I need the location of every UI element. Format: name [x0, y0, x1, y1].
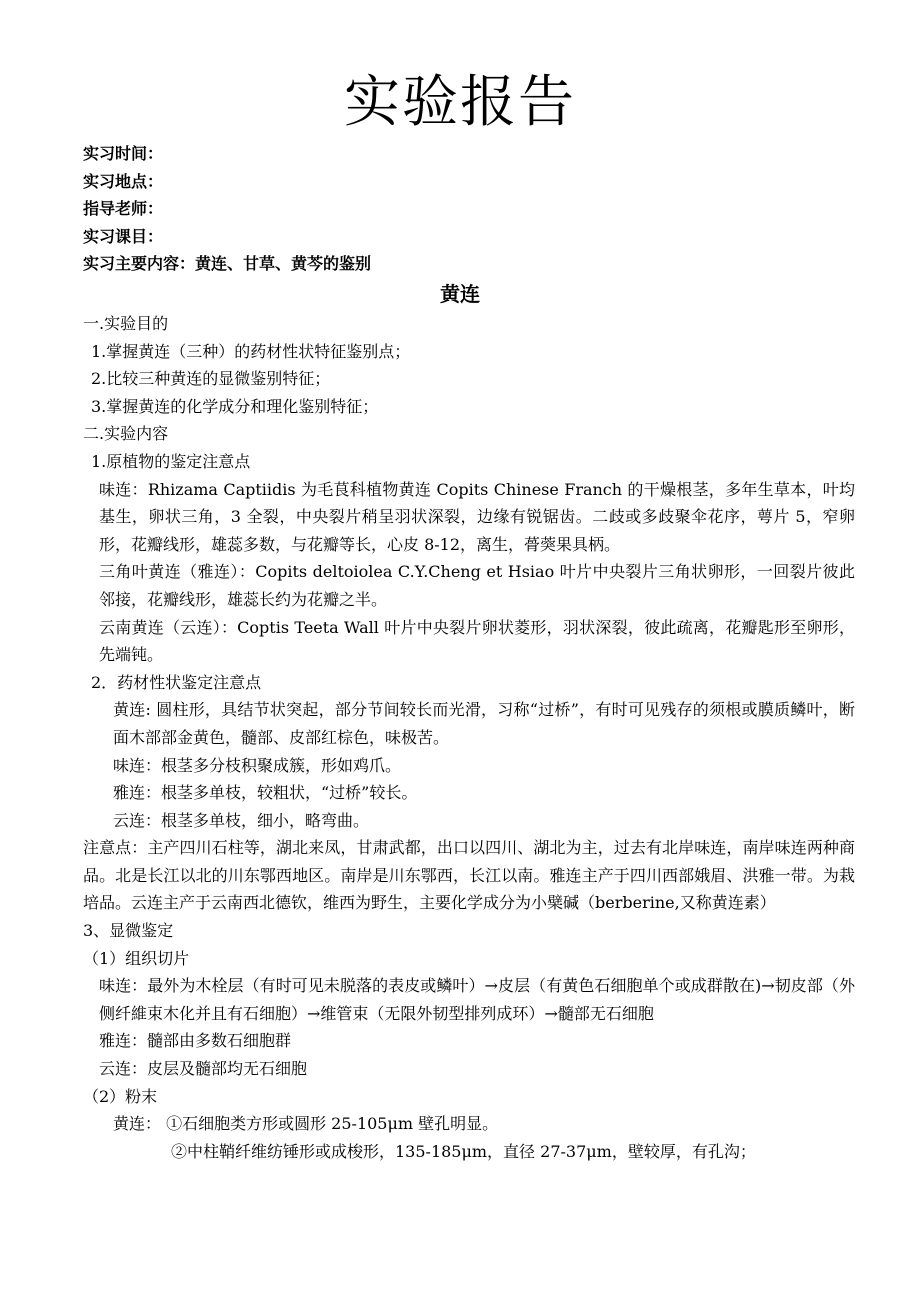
line-yunlian-character: 云连：根茎多单枝，细小，略弯曲。	[113, 810, 370, 830]
line-weilian-character: 味连：根茎多分枝积聚成簇，形如鸡爪。	[113, 755, 402, 775]
subheading-powder: （2）粉末	[83, 1086, 158, 1106]
report-body	[83, 310, 855, 1165]
report-meta	[83, 140, 371, 278]
meta-content: 实习主要内容：黄连、甘草、黄芩的鉴别	[83, 254, 372, 273]
heading-content: 二.实验内容	[83, 424, 169, 444]
line-yunlian-section: 云连：皮层及髓部均无石细胞	[99, 1059, 308, 1079]
subheading-section: （1）组织切片	[83, 948, 190, 968]
subheading-character: 2．药材性状鉴定注意点	[91, 672, 262, 692]
purpose-item: 1.掌握黄连（三种）的药材性状特征鉴别点；	[91, 341, 411, 361]
page-title: 实验报告	[344, 70, 576, 135]
heading-purpose: 一.实验目的	[83, 314, 169, 333]
meta-place: 实习地点：	[83, 171, 164, 191]
meta-time: 实习时间：	[83, 144, 164, 163]
line-powder-1: 黄连： ①石细胞类方形或圆形 25-105μm 壁孔明显。	[113, 1114, 499, 1134]
paragraph-yalian: 三角叶黄连（雅连）：Copits deltoiolea C.Y.Cheng et Hsiao 叶片中央裂片三角状卵形，一回裂片彼此邻接，花瓣线形，雄蕊长约为花瓣之半。	[99, 562, 855, 609]
meta-teacher: 指导老师：	[83, 199, 164, 218]
meta-subject: 实习课目：	[83, 226, 164, 246]
heading-microscopy: 3、显微鉴定	[83, 921, 174, 941]
purpose-item: 2.比较三种黄连的显微鉴别特征；	[91, 369, 331, 389]
section-title: 黄连	[440, 282, 480, 306]
purpose-item: 3.掌握黄连的化学成分和理化鉴别特征；	[91, 396, 379, 416]
line-yalian-section: 雅连：髓部由多数石细胞群	[99, 1031, 292, 1051]
line-powder-2: ②中柱鞘纤维纺锤形或成梭形，135-185μm，直径 27-37μm，壁较厚，有孔沟；	[171, 1141, 756, 1161]
line-yalian-character: 雅连：根茎多单枝，较粗状，“过桥”较长。	[113, 783, 418, 803]
paragraph-weilian: 味连：Rhizama Captiidis 为毛茛科植物黄连 Copits Chinese Franch 的干燥根茎，多年生草本，叶均基生，卵状三角，3 全裂，中央裂片稍呈羽状深裂，边缘有锐锯齿。二歧或多歧聚伞花序，萼片 5，窄卵形，花瓣线形，雄蕊多数，与花瓣等长，心皮 8-12，离生，蓇葖果具柄。	[99, 479, 855, 554]
subheading-plant: 1.原植物的鉴定注意点	[91, 451, 251, 471]
paragraph-notes: 注意点：主产四川石柱等，湖北来凤，甘肃武都，出口以四川、湖北为主，过去有北岸味连，南岸味连两种商品。北是长江以北的川东鄂西地区。南岸是川东鄂西，长江以南。雅连主产于四川西部娥眉、洪雅一带。为栽培品。云连主产于云南西北德钦，维西为野生，主要化学成分为小檗碱（berberine,又称黄连素）	[83, 838, 855, 913]
paragraph-huanglian-character: 黄连: 圆柱形，具结节状突起，部分节间较长而光滑，习称“过桥”，有时可见残存的须根或膜质鳞叶，断面木部部金黄色，髓部、皮部红棕色，味极苦。	[113, 700, 855, 747]
paragraph-yunlian: 云南黄连（云连）：Coptis Teeta Wall 叶片中央裂片卵状菱形，羽状深裂，彼此疏离，花瓣匙形至卵形，先端钝。	[99, 617, 855, 665]
paragraph-weilian-section: 味连：最外为木栓层（有时可见未脱落的表皮或鳞叶）→皮层（有黄色石细胞单个或成群散在)→韧皮部（外侧纤維束木化并且有石细胞）→维管束（无限外韧型排列成环）→髓部无石细胞	[99, 976, 855, 1023]
